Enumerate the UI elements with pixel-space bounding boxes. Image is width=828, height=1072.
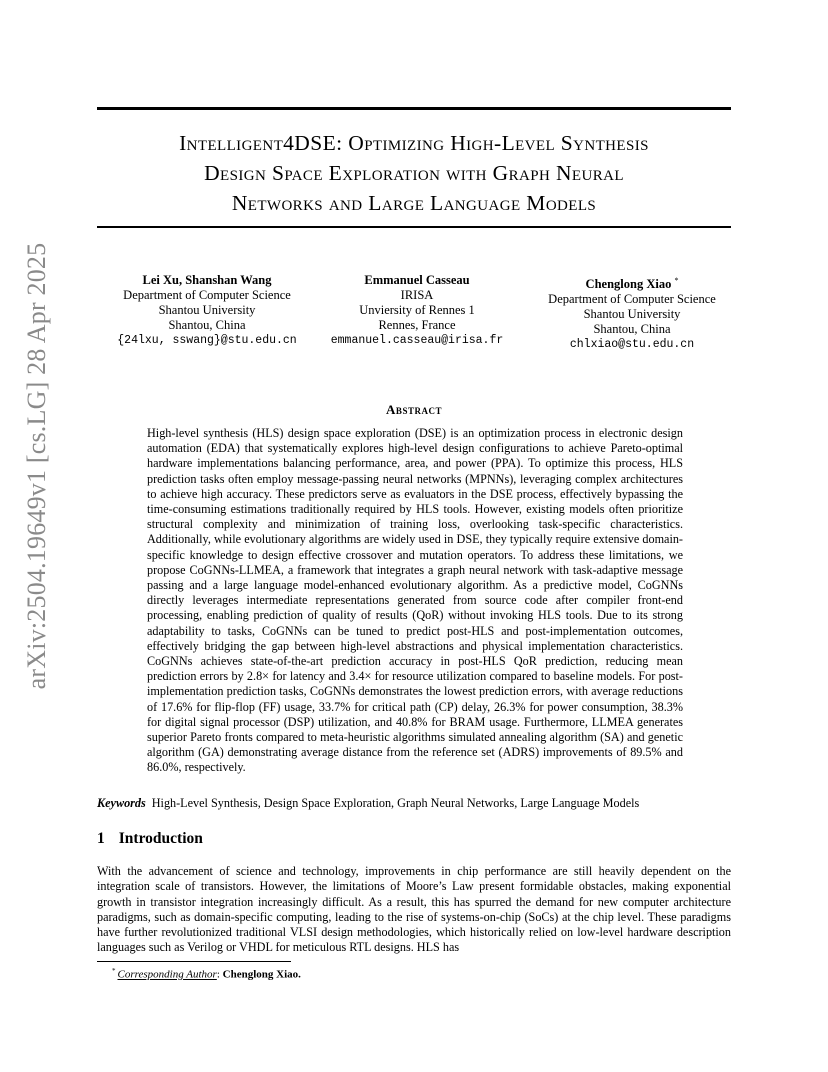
author-affiliation: Unviersity of Rennes 1 — [359, 303, 475, 317]
author-name: Chenglong Xiao — [585, 277, 672, 292]
footnote-author: Chenglong Xiao. — [222, 968, 301, 981]
abstract-text: High-level synthesis (HLS) design space exploration (DSE) is an optimization process in electronic design automation (EDA) that systematically explores high-level design configurations to achieve Pareto-optimal hardware implementations balancing performance, area, and power (PPA). To optimize this process, HLS prediction tasks often employ message-passing neural networks (MPNNs), leveraging complex architectures to achieve high accuracy. These predictors serve as evaluators in the DSE process, effectively bypassing the time-consuming estimations traditionally required by HLS tools. However, existing models often prioritize structural complexity and minimization of training loss, overlooking task-specific characteristics. Additionally, while evolutionary algorithms are widely used in DSE, they typically require extensive domain-specific knowledge to design effective crossover and mutation operators. To address these limitations, we propose CoGNNs-LLMEA, a framework that integrates a graph neural network with task-adaptive message passing and a large language model-enhanced evolutionary algorithm. As a predictive model, CoGNNs directly leverages intermediate representations generated from source code after compiler front-end processing, enabling prediction of quality of results (QoR) without invoking HLS tools. Due to its strong adaptability to tasks, CoGNNs can be tuned to predict post-HLS and post-implementation outcomes, effectively bridging the gap between high-level abstractions and physical implementation characteristics. CoGNNs achieves state-of-the-art prediction accuracy in post-HLS QoR prediction, reducing mean prediction errors by 2.8× for latency and 3.4× for resource utilization compared to baseline models. For post-implementation prediction tasks, CoGNNs demonstrates the lowest prediction errors, with average reductions of 17.6% for flip-flop (FF) usage, 33.7% for critical path (CP) delay, 26.3% for power consumption, 38.3% for digital signal processor (DSP) utilization, and 40.8% for BRAM usage. Furthermore, LLMEA generates superior Pareto fronts compared to meta-heuristic algorithms simulated annealing algorithm (SA) and genetic algorithm (GA) demonstrating average distance from the reference set (ADRS) improvements of 89.5% and 86.0%, respectively. — [147, 426, 683, 775]
section-heading-introduction — [97, 830, 731, 848]
title-line-2: Design Space Exploration with Graph Neural — [204, 161, 624, 185]
author-name-row — [517, 273, 747, 292]
author-2 — [319, 273, 515, 348]
keywords-label: Keywords — [97, 796, 146, 810]
abstract-heading: Abstract — [386, 402, 442, 417]
author-affiliation: Shantou University — [583, 307, 681, 322]
keywords-line — [97, 796, 731, 811]
author-block — [97, 273, 731, 353]
author-name: Lei Xu, Shanshan Wang — [142, 273, 272, 287]
corresponding-author-marker: * — [674, 276, 679, 285]
footnote — [112, 964, 712, 982]
title-bottom-rule — [97, 226, 731, 228]
title-line-3: Networks and Large Language Models — [231, 191, 597, 215]
footnote-rule — [97, 961, 291, 962]
author-location: Rennes, France — [378, 318, 456, 332]
footnote-label: Corresponding Author — [117, 968, 217, 981]
author-email[interactable]: emmanuel.casseau@irisa.fr — [330, 334, 504, 347]
author-email[interactable]: {24lxu, sswang}@stu.edu.cn — [117, 334, 297, 347]
arxiv-identifier[interactable]: arXiv:2504.19649v1 [cs.LG] 28 Apr 2025 — [22, 242, 51, 690]
author-affiliation: Shantou University — [158, 303, 256, 317]
author-department: Department of Computer Science — [123, 288, 291, 302]
title-line-1: Intelligent4DSE: Optimizing High-Level Synthesis — [179, 131, 649, 155]
section-title: Introduction — [118, 830, 203, 847]
footnote-separator: : — [216, 968, 220, 981]
arxiv-side-stamp — [18, 242, 56, 690]
paper-title — [97, 128, 731, 218]
keywords-text: High-Level Synthesis, Design Space Exploration, Graph Neural Networks, Large Language Models — [151, 796, 640, 810]
author-3 — [517, 273, 747, 352]
author-email[interactable]: chlxiao@stu.edu.cn — [569, 338, 695, 352]
author-location: Shantou, China — [593, 322, 671, 337]
author-department: IRISA — [400, 288, 434, 302]
section-number: 1 — [97, 830, 105, 847]
author-department: Department of Computer Science — [548, 292, 716, 307]
author-1 — [97, 273, 317, 348]
title-top-rule — [97, 107, 731, 110]
author-name: Emmanuel Casseau — [364, 273, 470, 287]
footnote-marker: * — [112, 967, 116, 975]
introduction-paragraph: With the advancement of science and technology, improvements in chip performance are still heavily dependent on the integration scale of transistors. However, the limitations of Moore’s Law present formidable obstacles, making exponential growth in transistor integration increasingly difficult. As a result, this has spurred the demand for new computer architecture paradigms, such as domain-specific computing, leading to the rise of systems-on-chip (SoCs) at the chip level. These paradigms have further revolutionized traditional VLSI design methodologies, which historically relied on low-level hardware description languages such as Verilog or VHDL for meticulous RTL designs. HLS has — [97, 864, 731, 955]
author-location: Shantou, China — [168, 318, 246, 332]
